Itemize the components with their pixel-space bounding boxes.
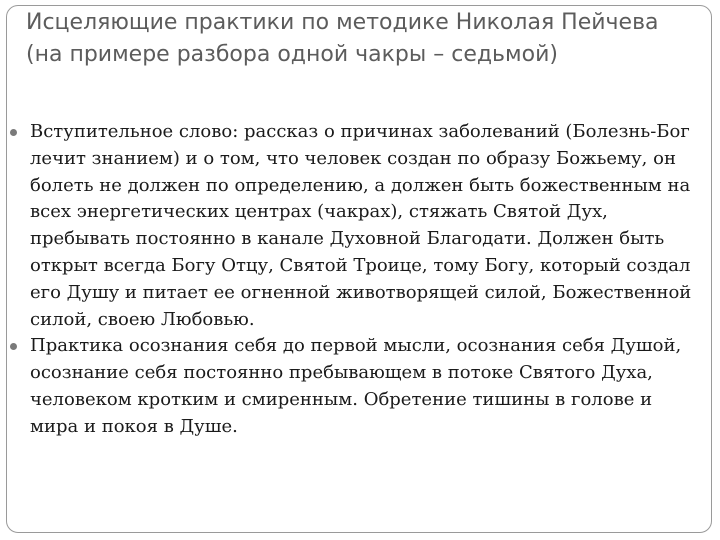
bullet-item bbox=[30, 333, 700, 440]
slide-title: Исцеляющие практики по методике Николая Пейчева (на примере разбора одной чакры – седьмой) bbox=[26, 10, 659, 67]
bullet-item bbox=[30, 119, 700, 333]
bullet-dot-icon bbox=[7, 333, 19, 360]
bullet-list bbox=[30, 119, 700, 441]
bullet-dot-icon bbox=[7, 119, 19, 146]
bullet-text: Вступительное слово: рассказ о причинах заболеваний (Болезнь-Бог лечит знанием) и о том, что человек создан по образу Божьему, он болеть не должен по определению, а должен быть божественным на всех энергетических центрах (чакрах), стяжать Святой Дух, пребывать постоянно в канале Духовной Благодати. Должен быть открыт всегда Богу Отцу, Святой Троице, тому Богу, который создал его Душу и питает ее огненной животворящей силой, Божественной силой, своею Любовью. bbox=[30, 121, 692, 330]
bullet-text: Практика осознания себя до первой мысли, осознания себя Душой, осознание себя постоянно пребывающем в потоке Святого Духа, человеком кротким и смиренным. Обретение тишины в голове и мира и покоя в Душе. bbox=[30, 335, 682, 437]
